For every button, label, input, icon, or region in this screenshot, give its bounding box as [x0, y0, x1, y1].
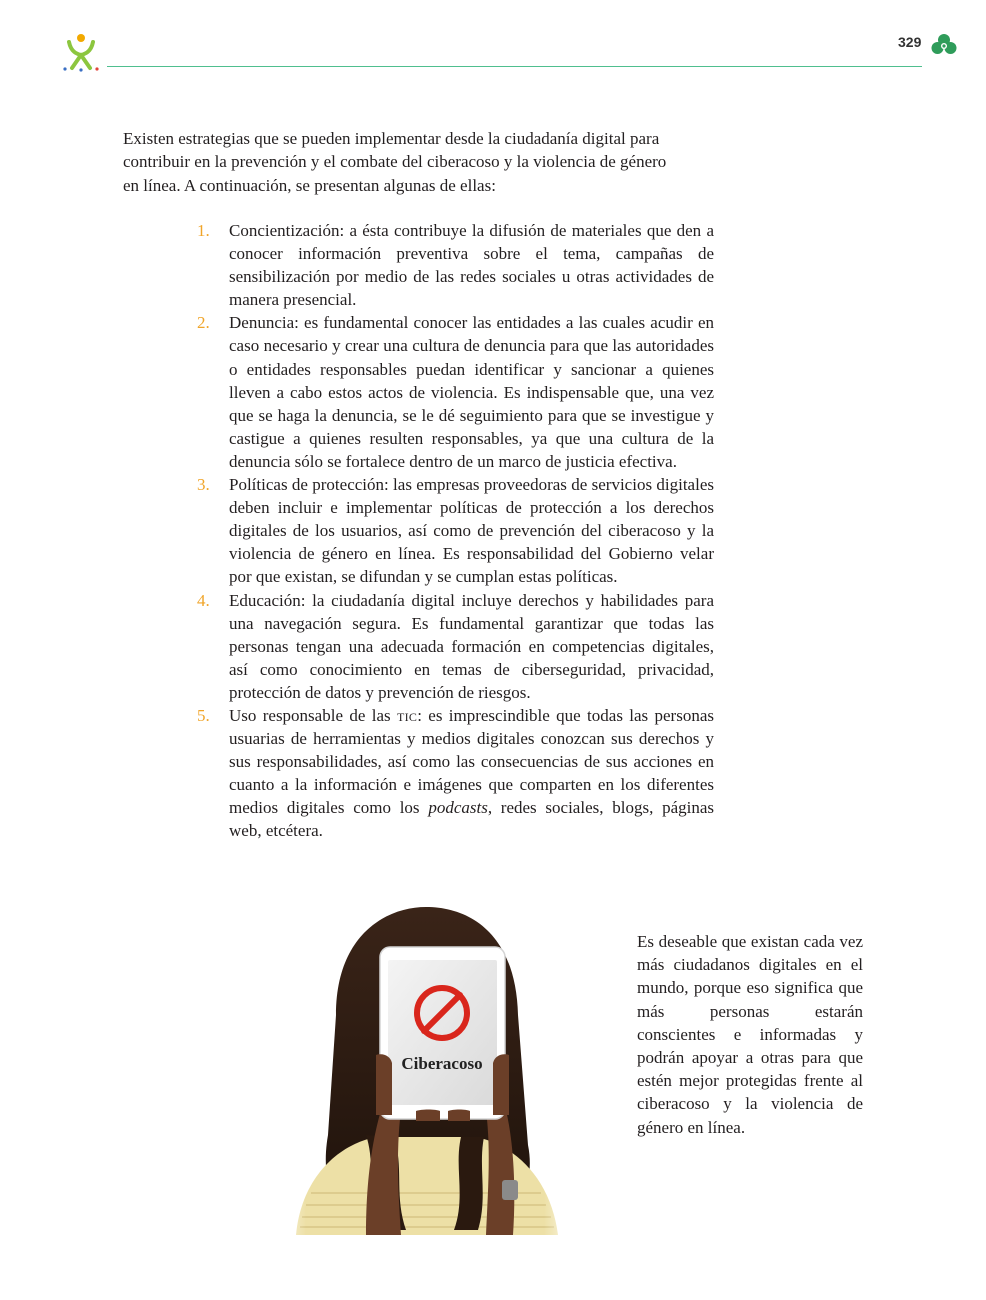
list-item: [197, 704, 714, 843]
item-text: Denuncia: es fundamental conocer las entidades a las cuales acudir en caso necesario y crear una cultura de denuncia para que las autoridades o entidades responsables puedan identificar y sancionar a quienes lleven a cabo estos actos de violencia. Es indispensable que, una vez que se haga la denuncia, se le dé seguimiento para que se investigue y castigue a quienes resulten responsables, ya que una cultura de la denuncia sólo se fortalece dentro de un marco de justicia efectiva.: [229, 313, 714, 471]
clover-logo-icon: [931, 33, 957, 57]
list-item: [197, 311, 714, 473]
list-item: [197, 589, 714, 704]
item-number: 5.: [197, 705, 210, 725]
item-text: Educación: la ciudadanía digital incluye derechos y habilidades para una navegación segura. Es fundamental garantizar que todas las personas tengan una adecuada formación en competencias digitales, así como conocimiento en temas de ciberseguridad, privacidad, protección de datos y prevención de riesgos.: [229, 590, 714, 702]
page-number: 329: [898, 34, 922, 50]
photo-illustration: [266, 905, 584, 1235]
item-number: 4.: [197, 590, 210, 610]
side-paragraph: Es deseable que existan cada vez más ciudadanos digitales en el mundo, porque eso significa que más personas estarán conscientes e informadas y podrán apoyar a otras para que estén mejor protegidas frente al ciberacoso y la violencia de género en línea.: [637, 932, 863, 1137]
photo-person-with-tablet: [266, 905, 584, 1235]
list-item: [197, 219, 714, 311]
brand-logo-icon: [60, 30, 102, 72]
item-text-c: , redes sociales, blogs, páginas web, etcétera.: [229, 798, 714, 841]
item-number: 2.: [197, 313, 210, 333]
item-number: 3.: [197, 475, 210, 495]
item-text: Concientización: a ésta contribuye la difusión de materiales que den a conocer información preventiva sobre el tema, campañas de sensibilización por medio de las redes sociales u otras actividades de manera presencial.: [229, 221, 714, 310]
item-number: 1.: [197, 221, 210, 240]
header-rule: [107, 66, 922, 67]
item-text: Políticas de protección: las empresas proveedoras de servicios digitales deben incluir e implementar políticas de protección a los derechos digitales de los usuarios, así como de prevención del ciberacoso y la violencia de género en línea. Es responsabilidad del Gobierno velar por que existan, se difundan y se cumplan estas políticas.: [229, 475, 714, 587]
abbreviation-tic: tic: [396, 705, 418, 725]
list-item: [197, 473, 714, 588]
intro-paragraph: Existen estrategias que se pueden implementar desde la ciudadanía digital para contribuir en la prevención y el combate del ciberacoso y la violencia de género en línea. A continuación, se presentan algunas de ellas:: [123, 129, 667, 195]
italic-term: podcasts: [428, 798, 488, 818]
item-text-a: Uso responsable de las: [229, 705, 397, 725]
tablet-label: Ciberacoso: [401, 1054, 483, 1073]
item-text-b: : es imprescindible que todas las personas usuarias de herramientas y medios digitales conozcan sus derechos y sus responsabilidades, así como las consecuencias de sus acciones en cuanto a la información e imágenes que comparten en los diferentes medios digitales como los: [229, 705, 714, 818]
strategies-list: [197, 219, 714, 843]
